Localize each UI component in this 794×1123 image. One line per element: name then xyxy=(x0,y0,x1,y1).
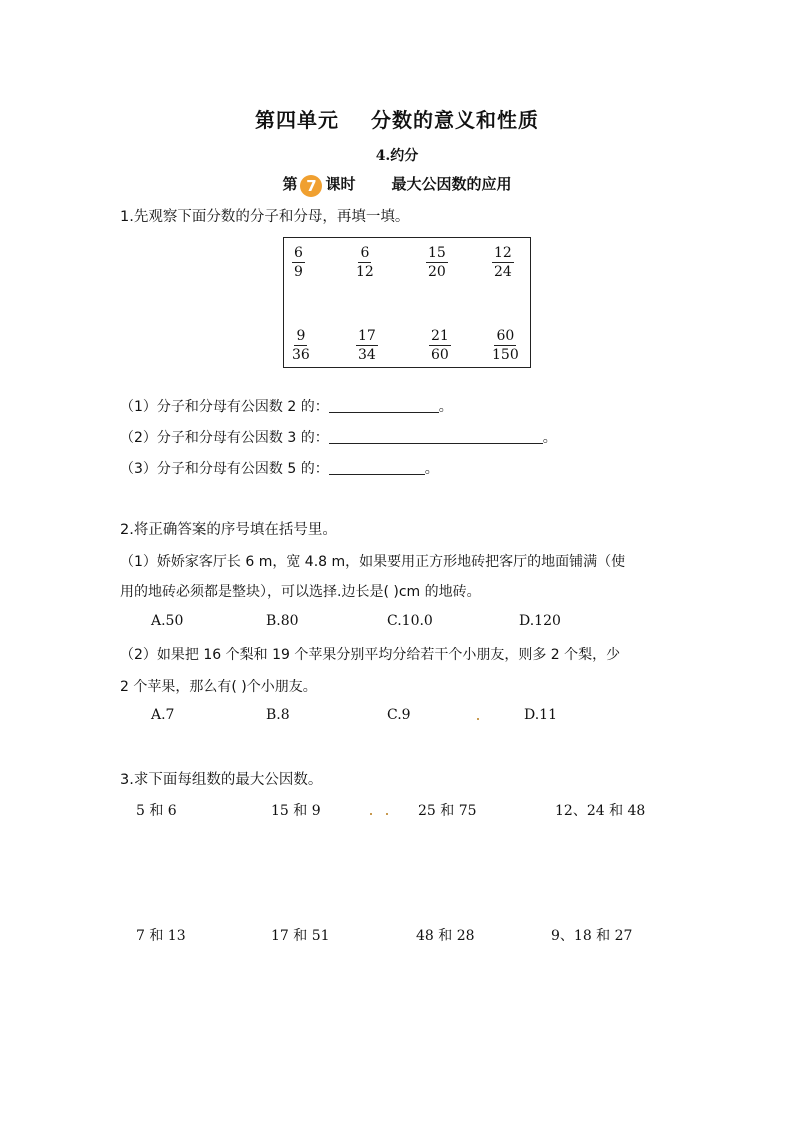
section-title: 4.约分 xyxy=(375,148,419,164)
fraction-numerator: 12 xyxy=(494,245,512,261)
stray-dot xyxy=(386,813,388,815)
q3-group: 5 和 6 xyxy=(136,803,177,819)
fraction-box xyxy=(283,237,531,368)
answer-blank-1[interactable] xyxy=(329,398,439,413)
fraction xyxy=(356,327,378,364)
fraction-numerator: 60 xyxy=(496,328,515,344)
unit-name: 分数的意义和性质 xyxy=(371,108,539,132)
fraction xyxy=(292,327,310,364)
fraction-denominator: 150 xyxy=(492,347,519,363)
q3-group: 15 和 9 xyxy=(271,803,321,819)
q3-group: 25 和 75 xyxy=(418,803,477,819)
stray-dot xyxy=(477,718,479,720)
fraction xyxy=(426,244,448,281)
option-b[interactable]: B.8 xyxy=(266,707,290,723)
q3-group: 7 和 13 xyxy=(136,928,186,944)
option-d[interactable]: D.11 xyxy=(524,707,557,723)
option-b[interactable]: B.80 xyxy=(266,613,299,629)
fraction-denominator: 36 xyxy=(292,347,310,363)
q2-prompt: 2.将正确答案的序号填在括号里。 xyxy=(120,522,337,538)
q3-group: 48 和 28 xyxy=(416,928,475,944)
lesson-title xyxy=(0,173,794,197)
fraction-denominator: 24 xyxy=(494,264,512,280)
fraction xyxy=(429,327,451,364)
fraction xyxy=(492,327,519,364)
lesson-name: 最大公因数的应用 xyxy=(391,175,512,193)
q1-sub3 xyxy=(120,458,439,478)
fraction xyxy=(492,244,514,281)
lesson-suffix: 课时 xyxy=(325,175,356,193)
q1-sub2-text: （2）分子和分母有公因数 3 的： xyxy=(120,430,329,446)
fraction xyxy=(356,244,374,281)
q2-p1-line2: 用的地砖必须都是整块），可以选择.边长是( )cm 的地砖。 xyxy=(120,584,481,600)
q1-sub1 xyxy=(120,396,453,416)
option-d[interactable]: D.120 xyxy=(519,613,561,629)
q1-sub3-text: （3）分子和分母有公因数 5 的： xyxy=(120,461,329,477)
fraction-numerator: 21 xyxy=(431,328,449,344)
q3-group: 17 和 51 xyxy=(271,928,330,944)
fraction-numerator: 15 xyxy=(428,245,446,261)
option-c[interactable]: C.10.0 xyxy=(387,613,433,629)
q1-sub2 xyxy=(120,427,557,447)
q1-prompt: 1.先观察下面分数的分子和分母，再填一填。 xyxy=(120,209,410,225)
fraction-denominator: 9 xyxy=(294,264,303,280)
q2-p1-line1: （1）娇娇家客厅长 6 m，宽 4.8 m，如果要用正方形地砖把客厅的地面铺满（使 xyxy=(120,554,626,570)
unit-title xyxy=(0,104,794,133)
unit-number: 第四单元 xyxy=(255,108,339,132)
option-a[interactable]: A.50 xyxy=(151,613,184,629)
q2-p2-line1: （2）如果把 16 个梨和 19 个苹果分别平均分给若干个小朋友，则多 2 个梨，少 xyxy=(120,647,621,663)
q3-group: 12、24 和 48 xyxy=(555,803,646,819)
q3-group: 9、18 和 27 xyxy=(551,928,633,944)
fraction xyxy=(292,244,305,281)
period: 。 xyxy=(438,399,453,415)
q3-prompt: 3.求下面每组数的最大公因数。 xyxy=(120,772,323,788)
fraction-denominator: 12 xyxy=(356,264,374,280)
fraction-numerator: 6 xyxy=(294,245,303,261)
period: 。 xyxy=(542,430,557,446)
fraction-denominator: 34 xyxy=(358,347,376,363)
stray-dot xyxy=(370,813,372,815)
answer-blank-2[interactable] xyxy=(329,429,543,444)
fraction-denominator: 20 xyxy=(428,264,446,280)
fraction-denominator: 60 xyxy=(431,347,449,363)
option-c[interactable]: C.9 xyxy=(387,707,411,723)
fraction-numerator: 9 xyxy=(296,328,306,344)
fraction-numerator: 6 xyxy=(360,245,370,261)
fraction-numerator: 17 xyxy=(358,328,376,344)
period: 。 xyxy=(424,461,439,477)
lesson-prefix: 第 xyxy=(282,175,298,193)
option-a[interactable]: A.7 xyxy=(151,707,175,723)
q1-sub1-text: （1）分子和分母有公因数 2 的： xyxy=(120,399,329,415)
lesson-number-badge: 7 xyxy=(300,175,322,197)
answer-blank-3[interactable] xyxy=(329,460,425,475)
q2-p2-line2: 2 个苹果，那么有( )个小朋友。 xyxy=(120,679,317,695)
